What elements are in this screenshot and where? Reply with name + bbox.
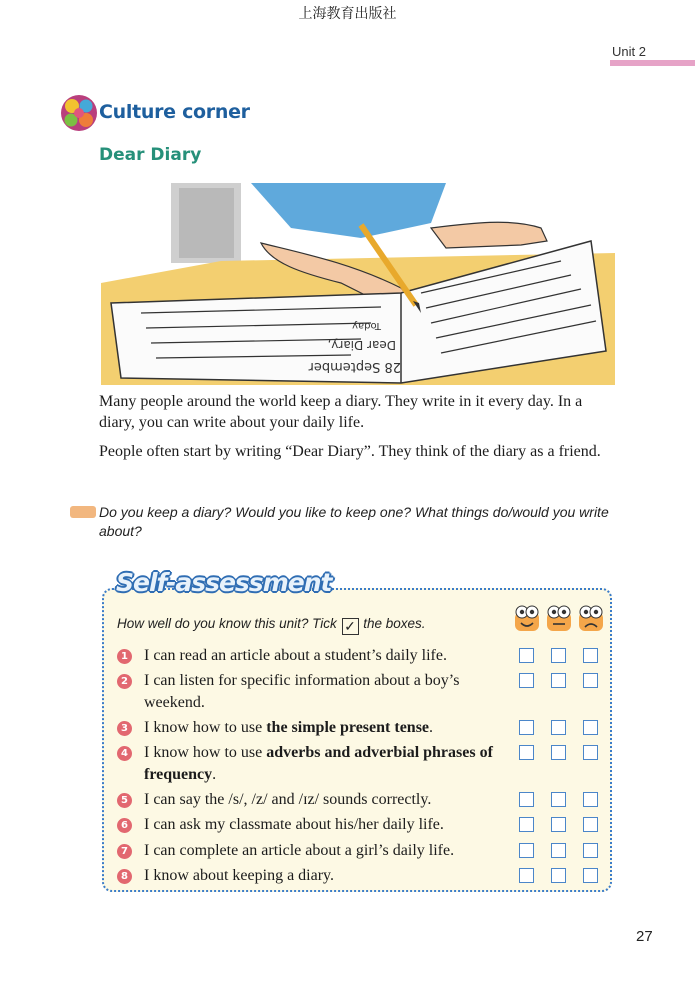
item-text-6: I can ask my classmate about his/her daily life. — [144, 816, 444, 833]
item-3-text-after: . — [429, 719, 434, 736]
item-number-8: 8 — [117, 869, 132, 884]
item-text-3 — [144, 717, 504, 739]
page-number: 27 — [636, 928, 653, 945]
item-4-text-after: . — [212, 766, 217, 783]
checkbox-7-neutral[interactable] — [551, 843, 566, 858]
instruction-text-after: the boxes. — [363, 616, 426, 631]
checkbox-3-sad[interactable] — [583, 720, 598, 735]
item-number-6: 6 — [117, 818, 132, 833]
item-number-3: 3 — [117, 721, 132, 736]
diary-greeting-text: Dear Diary, — [327, 338, 396, 352]
checkbox-8-neutral[interactable] — [551, 868, 566, 883]
item-text-7: I can complete an article about a girl’s daily life. — [144, 842, 455, 859]
item-4-text-before: I know how to use — [144, 744, 267, 761]
checkbox-6-sad[interactable] — [583, 817, 598, 832]
item-number-7: 7 — [117, 844, 132, 859]
checkbox-2-sad[interactable] — [583, 673, 598, 688]
self-assessment-title: Self-assessment — [116, 568, 332, 597]
checkbox-7-happy[interactable] — [519, 843, 534, 858]
checkbox-4-happy[interactable] — [519, 745, 534, 760]
item-text-5: I can say the /s/, /z/ and /ɪz/ sounds correctly. — [144, 791, 432, 808]
diary-writing-illustration — [101, 183, 615, 385]
diary-today-text: Today — [352, 320, 381, 331]
checkbox-6-neutral[interactable] — [551, 817, 566, 832]
culture-corner-heading: Culture corner — [99, 101, 250, 123]
item-text-1: I can read an article about a student’s daily life. — [144, 647, 447, 664]
item-number-5: 5 — [117, 793, 132, 808]
checkbox-7-sad[interactable] — [583, 843, 598, 858]
checkbox-1-sad[interactable] — [583, 648, 598, 663]
item-number-1: 1 — [117, 649, 132, 664]
item-4-bold-term: adverbs and adverbial phrases of frequency — [144, 744, 493, 783]
checkbox-8-happy[interactable] — [519, 868, 534, 883]
culture-corner-icon — [60, 94, 98, 132]
unit-color-bar — [610, 60, 695, 66]
happy-face-icon — [514, 604, 540, 632]
item-text-4 — [144, 742, 504, 786]
unit-label: Unit 2 — [612, 44, 646, 59]
sad-face-icon — [578, 604, 604, 632]
checkbox-5-sad[interactable] — [583, 792, 598, 807]
checkbox-5-neutral[interactable] — [551, 792, 566, 807]
checkbox-2-happy[interactable] — [519, 673, 534, 688]
checkbox-1-neutral[interactable] — [551, 648, 566, 663]
paragraph-dear-diary: People often start by writing “Dear Diary”. They think of the diary as a friend. — [99, 443, 601, 460]
diary-date-text: 28 September — [308, 359, 401, 374]
checkbox-2-neutral[interactable] — [551, 673, 566, 688]
item-text-2: I can listen for specific information about a boy’s weekend. — [144, 672, 460, 711]
item-3-bold-term: the simple present tense — [266, 719, 430, 736]
item-3-text-before: I know how to use — [144, 719, 267, 736]
checkbox-8-sad[interactable] — [583, 868, 598, 883]
checkbox-3-neutral[interactable] — [551, 720, 566, 735]
publisher-name: 上海教育出版社 — [298, 6, 397, 22]
checkbox-1-happy[interactable] — [519, 648, 534, 663]
item-text-8: I know about keeping a diary. — [144, 867, 335, 884]
checkbox-4-neutral[interactable] — [551, 745, 566, 760]
checkbox-4-sad[interactable] — [583, 745, 598, 760]
discussion-question: Do you keep a diary? Would you like to keep one? What things do/would you write about? — [99, 504, 609, 539]
checkbox-6-happy[interactable] — [519, 817, 534, 832]
paragraph-keep-diary: Many people around the world keep a diary. They write in it every day. In a diary, you can write about your daily life. — [99, 393, 583, 431]
item-number-2: 2 — [117, 674, 132, 689]
neutral-face-icon — [546, 604, 572, 632]
instruction-text-before: How well do you know this unit? Tick — [117, 616, 337, 631]
item-number-4: 4 — [117, 746, 132, 761]
checkbox-5-happy[interactable] — [519, 792, 534, 807]
question-marker — [70, 506, 96, 518]
checkbox-3-happy[interactable] — [519, 720, 534, 735]
tick-symbol: ✓ — [342, 618, 359, 635]
self-assessment-instruction — [117, 616, 426, 635]
dear-diary-subheading: Dear Diary — [99, 145, 202, 165]
